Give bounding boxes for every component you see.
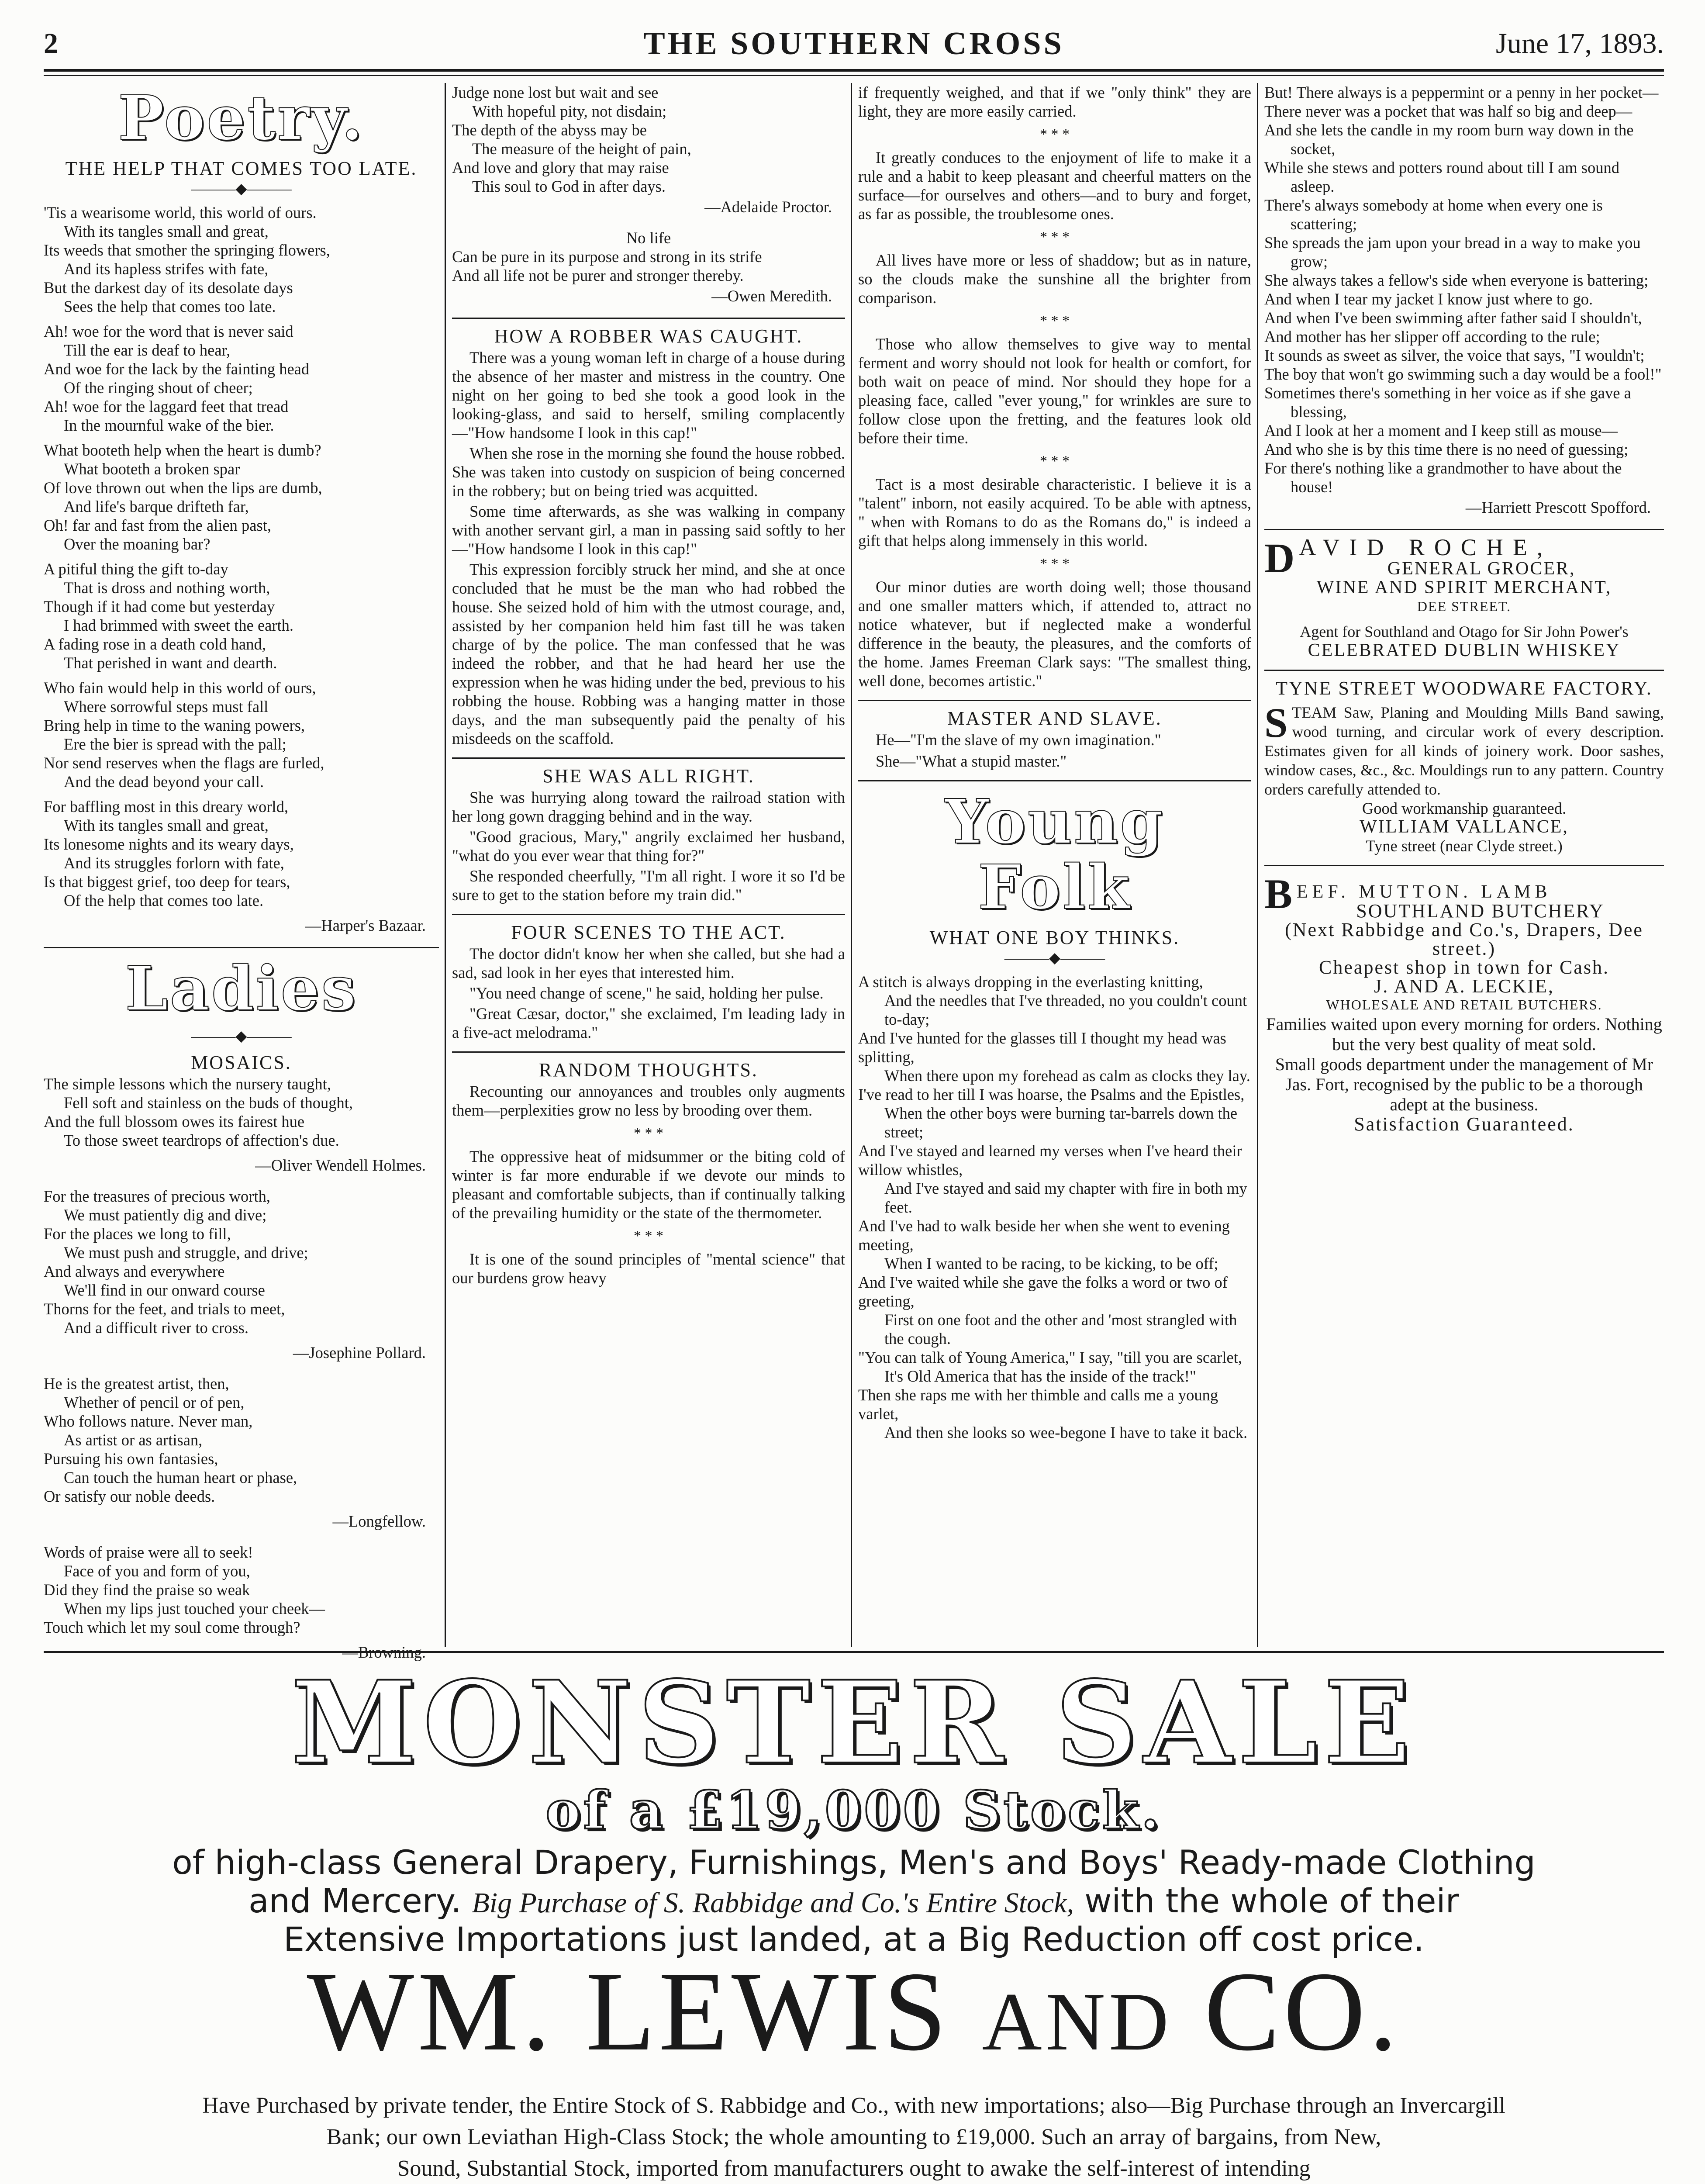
- sale-line-part: and Mercery.: [249, 1881, 462, 1920]
- verse-line: Words of praise were all to seek!: [44, 1543, 253, 1561]
- firm-part: AND: [982, 1976, 1173, 2068]
- tyne-title: TYNE STREET WOODWARE FACTORY.: [1276, 677, 1653, 699]
- verse-line: And the dead beyond your call.: [64, 773, 264, 791]
- verse-line: It's Old America that has the inside of the track!": [884, 1367, 1196, 1385]
- beef-advert: [1264, 871, 1664, 1135]
- verse-line: No life: [626, 229, 671, 247]
- verse-line: Its lonesome nights and its weary days,: [44, 835, 294, 853]
- tyne-advert: [1264, 679, 1664, 855]
- roche-line: DEE STREET.: [1417, 598, 1512, 614]
- tyne-line: Good workmanship guaranteed.: [1362, 799, 1567, 817]
- section-rule: [1264, 865, 1664, 866]
- poem-attribution: —Adelaide Proctor.: [704, 198, 832, 216]
- poem-fragment: [452, 228, 845, 285]
- sale-description: Sound, Substantial Stock, imported from manufacturers ought to awake the self-interest of intending: [397, 2156, 1311, 2181]
- verse-line: Who fain would help in this world of ours,: [44, 679, 316, 697]
- verse-line: Pursuing his own fantasies,: [44, 1450, 218, 1468]
- verse-line: Though if it had come but yesterday: [44, 598, 275, 615]
- verse-line: And I've hunted for the glasses till I thought my head was splitting,: [858, 1029, 1226, 1066]
- paragraph: Recounting our annoyances and troubles only augments them—perplexities grow no less by brooding over them.: [452, 1082, 845, 1119]
- poem-continued: [452, 83, 845, 196]
- mosaic-attribution: —Josephine Pollard.: [293, 1344, 426, 1362]
- sale-description: Have Purchased by private tender, the Entire Stock of S. Rabbidge and Co., with new importations; also—Big Purchase through an Invercargill: [202, 2093, 1505, 2118]
- verse-line: Is that biggest grief, too deep for tears,: [44, 873, 290, 891]
- verse-line: And I look at her a moment and I keep still as mouse—: [1264, 422, 1618, 439]
- verse-line: Sometimes there's something in her voice as if she gave a blessing,: [1264, 384, 1631, 421]
- stars-divider: * * *: [1040, 453, 1070, 469]
- stars-divider: * * *: [634, 1228, 663, 1244]
- verse-line: Face of you and form of you,: [64, 1562, 250, 1580]
- verse-line: Nor send reserves when the flags are furled,: [44, 754, 324, 772]
- verse-line: The measure of the height of pain,: [472, 140, 691, 158]
- section-rule: [858, 700, 1251, 701]
- verse-line: Of love thrown out when the lips are dumb,: [44, 479, 322, 497]
- verse-line: The boy that won't go swimming such a day would be a fool!": [1264, 365, 1662, 383]
- paragraph: if frequently weighed, and that if we "only think" they are light, they are more easily carried.: [858, 83, 1251, 120]
- paragraph: Tact is a most desirable characteristic. I believe it is a "talent" inborn, not easily acquired. To be able with aptness, " when with Romans to do as the Romans do," is indeed a gift that helps along immensely in this world.: [858, 475, 1251, 549]
- verse-line: And I've stayed and said my chapter with fire in both my feet.: [884, 1179, 1247, 1216]
- section-rule: [1264, 670, 1664, 671]
- verse-line: And I've had to walk beside her when she went to evening meeting,: [858, 1217, 1230, 1254]
- verse-line: And a difficult river to cross.: [64, 1319, 249, 1337]
- verse-line: Oh! far and fast from the alien past,: [44, 516, 271, 534]
- dropcap: B: [1264, 871, 1293, 917]
- sale-title: MONSTER SALE: [291, 1656, 1417, 1790]
- verse-line: Can be pure in its purpose and strong in its strife: [452, 248, 762, 266]
- sale-line-part: with the whole of their: [1084, 1881, 1459, 1920]
- verse-line: 'Tis a wearisome world, this world of ours.: [44, 204, 317, 221]
- paragraph: "You need change of scene," he said, holding her pulse.: [469, 984, 824, 1002]
- verse-line: What booteth help when the heart is dumb?: [44, 441, 321, 459]
- roche-advert: [1264, 534, 1664, 660]
- page-number: 2: [44, 28, 58, 59]
- verse-line: Thorns for the feet, and trials to meet,: [44, 1300, 285, 1318]
- verse-line: It sounds as sweet as silver, the voice that says, "I wouldn't;: [1264, 346, 1645, 364]
- verse-line: There's always somebody at home when every one is scattering;: [1264, 196, 1603, 233]
- mosaic-piece: [44, 1543, 439, 1637]
- paper-name: THE SOUTHERN CROSS: [643, 26, 1064, 62]
- stanza: [44, 441, 439, 553]
- sale-line: of high-class General Drapery, Furnishings, Men's and Boys' Ready-made Clothing: [172, 1843, 1536, 1882]
- beef-line: J. AND A. LECKIE,: [1374, 975, 1554, 997]
- verse-line: And the needles that I've threaded, no you couldn't count to-day;: [884, 992, 1247, 1028]
- ladies-heading: Ladies: [125, 953, 358, 1025]
- master-dialogue: [858, 730, 1251, 771]
- section-rule: [858, 780, 1251, 781]
- newspaper-page: [44, 17, 1664, 2184]
- paragraph: The oppressive heat of midsummer or the biting cold of winter is far more endurable if we devote our minds to pleasant and comfortable subjects, than if continually talking of the prevailing humidity or the state of the thermometer.: [452, 1147, 845, 1222]
- sale-line-italic: Big Purchase of S. Rabbidge and Co.'s Entire Stock,: [472, 1887, 1074, 1919]
- beef-line: Satisfaction Guaranteed.: [1354, 1113, 1574, 1135]
- verse-line: As artist or as artisan,: [64, 1431, 203, 1449]
- ornament: ———◆———: [191, 1028, 292, 1044]
- verse-line: Then she raps me with her thimble and calls me a young varlet,: [858, 1386, 1218, 1423]
- mosaic-attribution: —Browning.: [342, 1643, 426, 1661]
- verse-line: And she lets the candle in my room burn way down in the socket,: [1264, 121, 1634, 158]
- beef-line: (Next Rabbidge and Co.'s, Drapers, Dee street.): [1285, 919, 1643, 959]
- poem-continued: [1264, 83, 1664, 496]
- verse-line: For baffling most in this dreary world,: [44, 798, 288, 816]
- stanza: [44, 678, 439, 791]
- issue-date: June 17, 1893.: [1496, 28, 1664, 59]
- random-title: RANDOM THOUGHTS.: [539, 1059, 758, 1081]
- mosaic-piece: [44, 1187, 439, 1337]
- paragraph: She—"What a stupid master.": [876, 752, 1067, 770]
- verse-line: With hopeful pity, not disdain;: [472, 102, 667, 120]
- verse-line: This soul to God in after days.: [472, 177, 666, 195]
- young-folk-title: WHAT ONE BOY THINKS.: [929, 927, 1180, 948]
- roche-name: AVID ROCHE,: [1299, 534, 1553, 560]
- verse-line: And then she looks so wee-begone I have to take it back.: [884, 1424, 1248, 1441]
- paragraph: It is one of the sound principles of "mental science" that our burdens grow heavy: [452, 1250, 845, 1287]
- stanza: [44, 797, 439, 910]
- verse-line: Touch which let my soul come through?: [44, 1618, 300, 1636]
- mosaic-piece: [44, 1075, 439, 1150]
- sale-line: [44, 1882, 1664, 1922]
- random-thoughts-continued: [858, 83, 1251, 690]
- tyne-body: TEAM Saw, Planing and Moulding Mills Band sawing, wood turning, and circular work of every description. Estimates given for all kinds of joinery work. Door sashes, window cases, &c., &c. Mouldings run to any pattern. Country orders carefully attended to.: [1264, 704, 1664, 798]
- verse-line: The simple lessons which the nursery taught,: [44, 1075, 331, 1093]
- masthead: [44, 17, 1664, 70]
- poetry-heading: Poetry.: [118, 83, 365, 154]
- paragraph: When she rose in the morning she found the house robbed. She was taken into custody on suspicion of being concerned in the robbery; but on being tried was acquitted.: [452, 444, 845, 500]
- firm-part: LEWIS: [586, 1949, 950, 2074]
- verse-line: We'll find in our onward course: [64, 1281, 265, 1299]
- verse-line: There never was a pocket that was half so big and deep—: [1264, 102, 1633, 120]
- poem-attribution: —Harriett Prescott Spofford.: [1465, 498, 1651, 516]
- beef-head: EEF. MUTTON. LAMB: [1297, 882, 1552, 902]
- verse-line: While she stews and potters round about till I am sound asleep.: [1264, 159, 1619, 195]
- allright-title: SHE WAS ALL RIGHT.: [542, 765, 755, 787]
- firm-part: CO.: [1204, 1949, 1401, 2074]
- section-rule: [44, 947, 439, 948]
- stars-divider: * * *: [634, 1125, 663, 1141]
- verse-line: We must patiently dig and dive;: [64, 1206, 267, 1224]
- stanza: [44, 203, 439, 316]
- verse-line: And I've waited while she gave the folks a word or two of greeting,: [858, 1273, 1228, 1310]
- verse-line: A fading rose in a death cold hand,: [44, 635, 266, 653]
- dropcap: D: [1264, 535, 1295, 581]
- verse-line: And the full blossom owes its fairest hue: [44, 1113, 305, 1130]
- paragraph: "Good gracious, Mary," angrily exclaimed her husband, "what do you ever wear that thing for?": [452, 828, 845, 864]
- verse-line: I had brimmed with sweet the earth.: [64, 616, 294, 634]
- verse-line: With its tangles small and great,: [64, 816, 269, 834]
- paragraph: This expression forcibly struck her mind, and she at once concluded that he must be the man who had robbed the house. She seized hold of him with the utmost courage, and, assisted by her companion held him fast till he was taken charge of by the police. The man confessed that he was indeed the robber, and that he had heard her use the expression when he was hiding under the bed, previous to his robbing the house. Robbing was a hanging matter in those days, and the man subsequently paid the penalty of his misdeeds on the scaffold.: [452, 560, 845, 747]
- verse-line: Who follows nature. Never man,: [44, 1412, 253, 1430]
- verse-line: And when I've been swimming after father said I shouldn't,: [1264, 309, 1642, 327]
- firm-part: WM.: [307, 1949, 554, 2074]
- paragraph: She responded cheerfully, "I'm all right. I wore it so I'd be sure to get to the station before my train did.": [452, 867, 845, 904]
- paragraph: The doctor didn't know her when she called, but she had a sad, sad look in her eyes that interested him.: [452, 945, 845, 981]
- column-3: [858, 83, 1251, 1647]
- verse-line: Whether of pencil or of pen,: [64, 1393, 245, 1411]
- beef-line: WHOLESALE AND RETAIL BUTCHERS.: [1326, 997, 1602, 1013]
- column-divider: [851, 83, 852, 1647]
- masthead-rule: [44, 69, 1664, 76]
- stanza: [44, 560, 439, 672]
- ornament: ———◆———: [191, 181, 292, 197]
- roche-line: WINE AND SPIRIT MERCHANT,: [1316, 577, 1612, 598]
- verse-line: Fell soft and stainless on the buds of thought,: [64, 1094, 353, 1112]
- verse-line: Where sorrowful steps must fall: [64, 698, 269, 715]
- mosaic-attribution: —Longfellow.: [332, 1512, 426, 1530]
- young-folk-poem: [858, 972, 1251, 1442]
- verse-line: With its tangles small and great,: [64, 222, 269, 240]
- verse-line: When the other boys were burning tar-barrels down the street;: [884, 1104, 1238, 1141]
- section-rule: [1264, 529, 1664, 530]
- verse-line: That is dross and nothing worth,: [64, 579, 270, 597]
- sale-description: Bank; our own Leviathan High-Class Stock; the whole amounting to £19,000. Such an array of bargains, from New,: [326, 2125, 1381, 2149]
- verse-line: Ere the bier is spread with the pall;: [64, 735, 286, 753]
- fourscenes-story: [452, 944, 845, 1042]
- verse-line: For the places we long to fill,: [44, 1225, 231, 1243]
- verse-line: And when I tear my jacket I know just where to go.: [1264, 290, 1593, 308]
- poem-body: [44, 203, 439, 910]
- paragraph: He—"I'm the slave of my own imagination.": [876, 731, 1161, 749]
- stars-divider: * * *: [1040, 126, 1070, 142]
- random-thoughts: [452, 1082, 845, 1287]
- mosaic-piece: [44, 1374, 439, 1506]
- section-rule: [452, 1051, 845, 1053]
- verse-line: And mother has her slipper off according to the rule;: [1264, 328, 1600, 346]
- verse-line: The depth of the abyss may be: [452, 121, 647, 139]
- verse-line: First on one foot and the other and 'most strangled with the cough.: [884, 1311, 1237, 1348]
- section-rule: [452, 318, 845, 319]
- verse-line: A pitiful thing the gift to-day: [44, 560, 228, 578]
- verse-line: But the darkest day of its desolate days: [44, 279, 293, 297]
- verse-line: A stitch is always dropping in the everlasting knitting,: [858, 973, 1203, 991]
- beef-body: Small goods department under the management of Mr Jas. Fort, recognised by the public to be a thorough adept at the business.: [1275, 1054, 1653, 1114]
- stars-divider: * * *: [1040, 229, 1070, 245]
- verse-line: And life's barque drifteth far,: [64, 498, 249, 515]
- roche-line: CELEBRATED DUBLIN WHISKEY: [1308, 640, 1621, 660]
- column-4: [1264, 83, 1664, 1647]
- verse-line: Of the help that comes too late.: [64, 892, 264, 909]
- verse-line: Till the ear is deaf to hear,: [64, 341, 231, 359]
- stanza: [44, 322, 439, 435]
- paragraph: Our minor duties are worth doing well; those thousand and one smaller matters which, if attended to, attract no notice whatever, but if neglected make a wonderful difference in the beauty, the pleasures, and the comforts of the home. James Freeman Clark says: "The smallest thing, well done, becomes artistic.": [858, 578, 1251, 690]
- roche-line: Agent for Southland and Otago for Sir John Power's: [1300, 623, 1629, 640]
- verse-line: When there upon my forehead as calm as clocks they lay.: [884, 1067, 1250, 1085]
- column-divider: [1257, 83, 1258, 1647]
- verse-line: She always takes a fellow's side when everyone is battering;: [1264, 271, 1649, 289]
- verse-line: For the treasures of precious worth,: [44, 1187, 270, 1205]
- poem-attribution: —Owen Meredith.: [711, 287, 832, 305]
- mosaics-body: [44, 1075, 439, 1662]
- verse-line: And woe for the lack by the fainting head: [44, 360, 310, 378]
- sale-line: Extensive Importations just landed, at a Big Reduction off cost price.: [283, 1920, 1424, 1959]
- beef-line: SOUTHLAND BUTCHERY: [1356, 900, 1605, 922]
- verse-line: Or satisfy our noble deeds.: [44, 1487, 215, 1505]
- column-2: [452, 83, 845, 1647]
- banner-rule: [44, 1651, 1664, 1653]
- verse-line: And always and everywhere: [44, 1262, 225, 1280]
- verse-line: And its struggles forlorn with fate,: [64, 854, 284, 872]
- verse-line: Judge none lost but wait and see: [452, 83, 659, 101]
- verse-line: We must push and struggle, and drive;: [64, 1244, 308, 1261]
- verse-line: Its weeds that smother the springing flowers,: [44, 241, 330, 259]
- paragraph: There was a young woman left in charge of a house during the absence of her master and mistress in the country. One night on her going to bed she took a good look in the looking-glass, and said to herself, smiling complacently—"How handsome I look in this cap!": [452, 349, 845, 442]
- robber-story: [452, 348, 845, 748]
- verse-line: Ah! woe for the laggard feet that tread: [44, 397, 289, 415]
- column-divider: [445, 83, 446, 1647]
- mosaic-attribution: —Oliver Wendell Holmes.: [255, 1156, 426, 1174]
- verse-line: And its hapless strifes with fate,: [64, 260, 269, 278]
- robber-title: HOW A ROBBER WAS CAUGHT.: [494, 325, 803, 347]
- verse-line: Ah! woe for the word that is never said: [44, 322, 293, 340]
- section-rule: [452, 914, 845, 915]
- poem-attribution: —Harper's Bazaar.: [305, 916, 426, 934]
- verse-line: Can touch the human heart or phase,: [64, 1469, 297, 1486]
- column-1: [44, 83, 439, 1661]
- verse-line: Sees the help that comes too late.: [64, 297, 276, 315]
- verse-line: Over the moaning bar?: [64, 535, 211, 553]
- section-rule: [452, 757, 845, 759]
- poem-title: THE HELP THAT COMES TOO LATE.: [65, 158, 418, 179]
- verse-line: And who she is by this time there is no need of guessing;: [1264, 440, 1629, 458]
- verse-line: Bring help in time to the waning powers,: [44, 716, 305, 734]
- allright-story: [452, 788, 845, 904]
- tyne-line: WILLIAM VALLANCE,: [1360, 817, 1569, 837]
- beef-line: Cheapest shop in town for Cash.: [1319, 957, 1609, 978]
- roche-line: GENERAL GROCER,: [1387, 559, 1576, 579]
- verse-line: I've read to her till I was hoarse, the Psalms and the Epistles,: [858, 1085, 1245, 1103]
- verse-line: To those sweet teardrops of affection's due.: [64, 1131, 339, 1149]
- young-folk-heading: Young Folk: [945, 786, 1165, 923]
- verse-line: But! There always is a peppermint or a penny in her pocket—: [1264, 83, 1659, 101]
- verse-line: And all life not be purer and stronger thereby.: [452, 266, 744, 284]
- verse-line: In the mournful wake of the bier.: [64, 416, 274, 434]
- verse-line: Of the ringing shout of cheer;: [64, 379, 253, 397]
- beef-body: Families waited upon every morning for orders. Nothing but the very best quality of meat sold.: [1266, 1014, 1662, 1054]
- dropcap: S: [1264, 699, 1288, 746]
- verse-line: He is the greatest artist, then,: [44, 1375, 229, 1393]
- verse-line: When I wanted to be racing, to be kicking, to be off;: [884, 1254, 1218, 1272]
- paragraph: It greatly conduces to the enjoyment of life to make it a rule and a habit to keep pleasant and cheerful matters on the surface—for ourselves and others—and to bury and forget, as far as possible, the troublesome ones.: [858, 149, 1251, 223]
- mosaics-title: MOSAICS.: [191, 1052, 292, 1073]
- paragraph: Some time afterwards, as she was walking in company with another servant girl, a man in passing said softly to her—"How handsome I look in this cap!": [452, 502, 845, 558]
- stars-divider: * * *: [1040, 556, 1070, 572]
- firm-name: [44, 1949, 1664, 2079]
- verse-line: Did they find the praise so weak: [44, 1581, 250, 1599]
- paragraph: "Great Cæsar, doctor," she exclaimed, I'm leading lady in a five-act melodrama.": [452, 1005, 845, 1041]
- verse-line: She spreads the jam upon your bread in a way to make you grow;: [1264, 234, 1641, 270]
- paragraph: Those who allow themselves to give way to mental ferment and worry should not look for health or comfort, for both wait on peace of mind. Nor should they hope for a pleasing face, called "ever young," for wrinkles are sure to follow close upon the fretting, and the features look old before their time.: [858, 335, 1251, 447]
- fourscenes-title: FOUR SCENES TO THE ACT.: [511, 922, 786, 943]
- verse-line: What booteth a broken spar: [64, 460, 240, 478]
- stars-divider: * * *: [1040, 313, 1070, 329]
- verse-line: When my lips just touched your cheek—: [64, 1600, 325, 1617]
- verse-line: And I've stayed and learned my verses when I've heard their willow whistles,: [858, 1142, 1242, 1178]
- master-title: MASTER AND SLAVE.: [947, 708, 1162, 729]
- sale-subtitle: of a £19,000 Stock.: [545, 1780, 1162, 1841]
- tyne-line: Tyne street (near Clyde street.): [1366, 837, 1563, 855]
- verse-line: For there's nothing like a grandmother to have about the house!: [1264, 459, 1622, 496]
- paragraph: All lives have more or less of shaddow; but as in nature, so the clouds make the sunshine all the brighter from comparison.: [858, 251, 1251, 307]
- verse-line: And love and glory that may raise: [452, 159, 669, 176]
- paragraph: She was hurrying along toward the railroad station with her long gown dragging behind and in the way.: [452, 788, 845, 825]
- verse-line: "You can talk of Young America," I say, "till you are scarlet,: [858, 1348, 1242, 1366]
- verse-line: That perished in want and dearth.: [64, 654, 277, 672]
- ornament: ———◆———: [1004, 950, 1105, 966]
